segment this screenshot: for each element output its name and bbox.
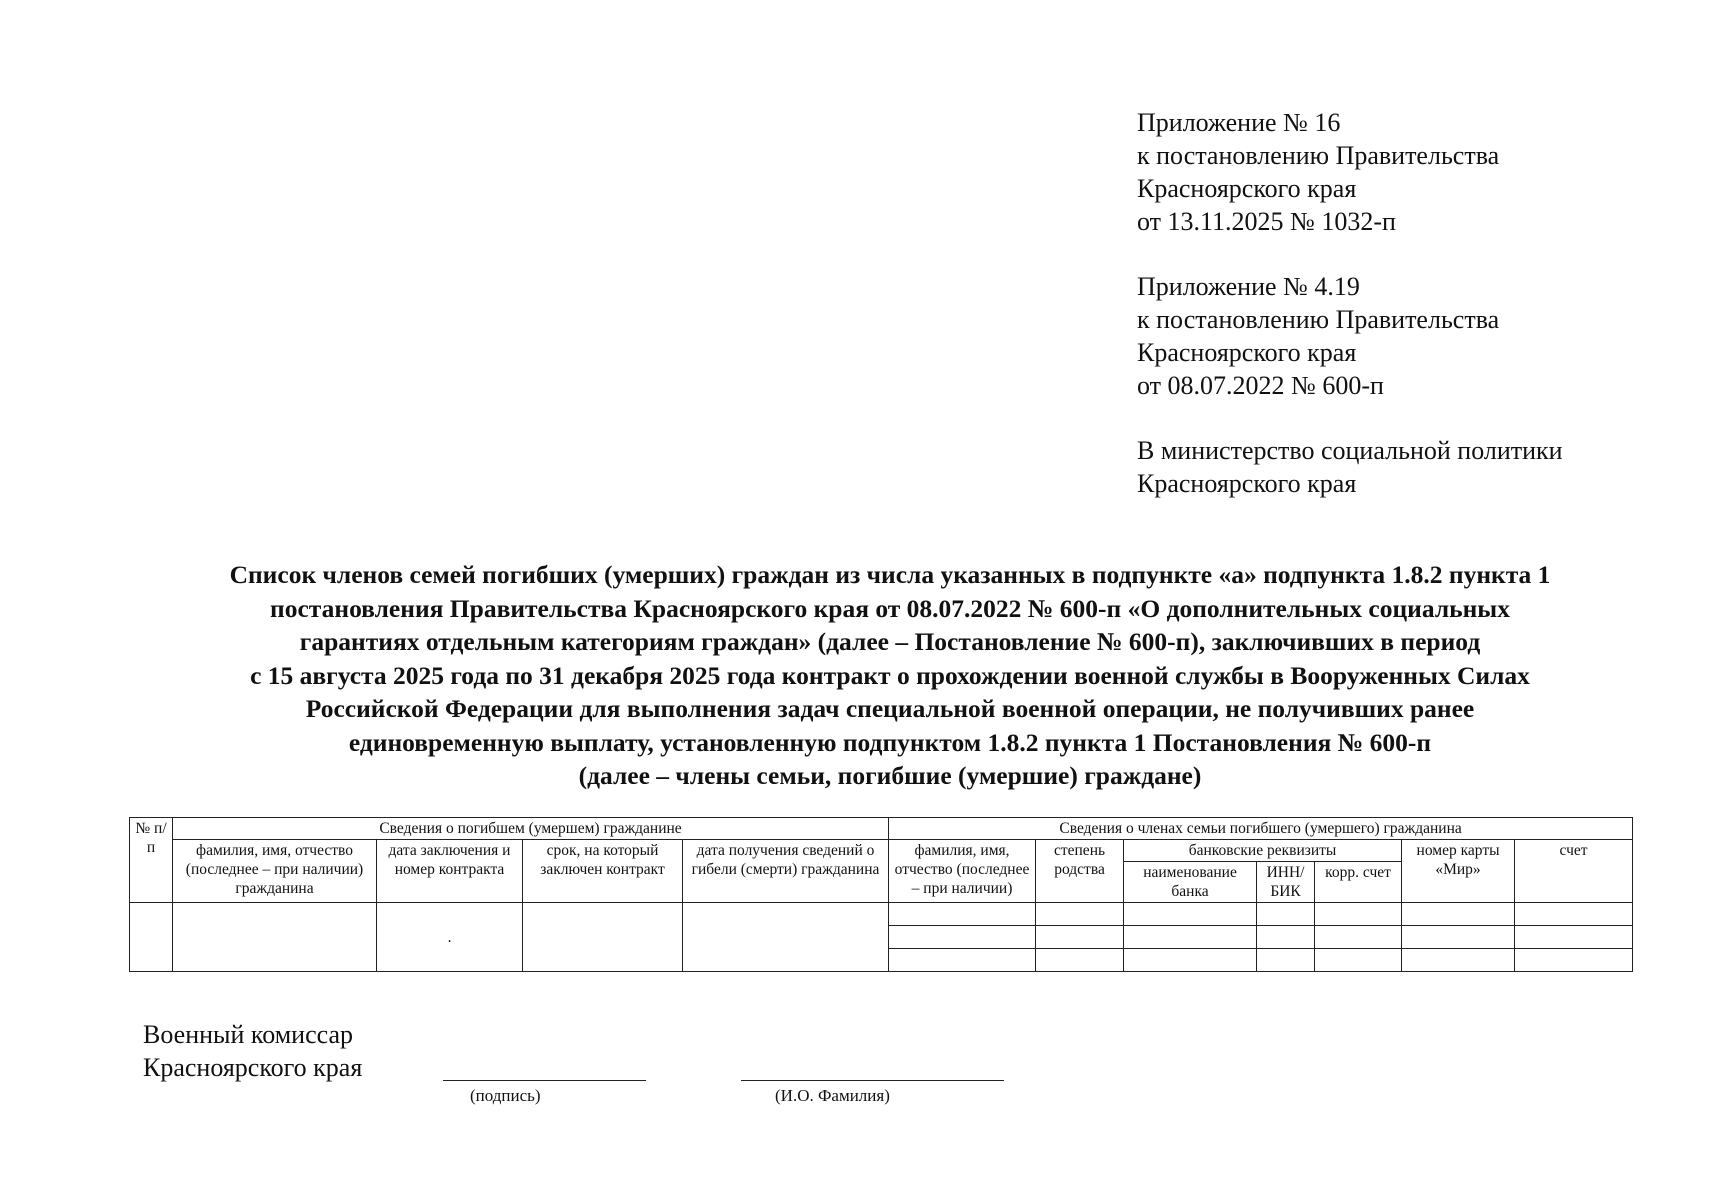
appendix-original — [1137, 270, 1499, 402]
appendix-current-line: Красноярского края — [1137, 174, 1357, 203]
table-cell[interactable] — [1257, 926, 1315, 949]
header-group-deceased: Сведения о погибшем (умершем) гражданине — [173, 818, 889, 840]
table-header-row — [130, 840, 1633, 862]
signature-line[interactable] — [443, 1080, 646, 1081]
title-line: (далее – члены семьи, погибшие (умершие) граждане) — [578, 761, 1202, 790]
signatory-line: Красноярского края — [143, 1053, 363, 1082]
table-row — [130, 903, 1633, 926]
table-cell[interactable] — [1402, 903, 1515, 926]
table-cell[interactable] — [1315, 926, 1402, 949]
name-line[interactable] — [741, 1080, 1004, 1081]
header-bank-name: наименование банка — [1124, 862, 1257, 903]
table-cell[interactable] — [1402, 926, 1515, 949]
title-line: с 15 августа 2025 года по 31 декабря 2025 года контракт о прохождении военной службы в Вооруженных Силах — [250, 660, 1530, 690]
appendix-current-line: Приложение № 16 — [1137, 108, 1341, 137]
table-cell[interactable] — [1124, 926, 1257, 949]
table-cell[interactable] — [1402, 949, 1515, 972]
table-cell[interactable] — [1257, 903, 1315, 926]
appendix-current-line: к постановлению Правительства — [1137, 141, 1500, 170]
header-kinship: степень родства — [1036, 840, 1124, 903]
table-cell[interactable] — [130, 903, 173, 972]
table-cell[interactable] — [889, 949, 1036, 972]
appendix-current — [1137, 106, 1499, 238]
table-cell[interactable] — [1315, 949, 1402, 972]
title-line: Список членов семей погибших (умерших) граждан из числа указанных в подпункте «а» подпункта 1.8.2 пункта 1 — [229, 560, 1551, 589]
signatory-position — [143, 1018, 362, 1084]
table-cell[interactable] — [889, 903, 1036, 926]
table-cell[interactable] — [1515, 926, 1633, 949]
title-line: единовременную выплату, установленную подпунктом 1.8.2 пункта 1 Постановления № 600-п — [348, 727, 1432, 757]
table-cell[interactable] — [889, 926, 1036, 949]
signature-caption: (подпись) — [470, 1086, 541, 1105]
table-cell[interactable] — [1315, 903, 1402, 926]
signatory-line: Военный комиссар — [143, 1020, 354, 1049]
document-title — [100, 558, 1680, 793]
header-corr-account: корр. счет — [1315, 862, 1402, 903]
header-account: счет — [1515, 840, 1633, 903]
header-death-info-date: дата получения сведений о гибели (смерти) гражданина — [683, 840, 889, 903]
header-group-family: Сведения о членах семьи погибшего (умершего) гражданина — [889, 818, 1633, 840]
table-cell[interactable] — [1124, 903, 1257, 926]
title-line: постановления Правительства Красноярского края от 08.07.2022 № 600-п «О дополнительных социальных — [270, 593, 1510, 623]
table-cell[interactable] — [683, 903, 889, 972]
header-inn-bik: ИНН/ БИК — [1257, 862, 1315, 903]
table-cell[interactable] — [1036, 949, 1124, 972]
header-bank-group: банковские реквизиты — [1124, 840, 1402, 862]
family-members-table — [129, 817, 1633, 972]
table-cell[interactable] — [1515, 949, 1633, 972]
title-line: Российской Федерации для выполнения задач специальной военной операции, не получивших ранее — [305, 694, 1475, 723]
table-header-row — [130, 818, 1633, 840]
table-cell[interactable] — [1124, 949, 1257, 972]
table-cell[interactable] — [523, 903, 683, 972]
recipient-block — [1137, 434, 1563, 500]
header-mir-card: номер карты «Мир» — [1402, 840, 1515, 903]
appendix-original-line: от 08.07.2022 № 600-п — [1137, 371, 1384, 400]
table-cell[interactable] — [1036, 926, 1124, 949]
title-line: гарантиях отдельным категориям граждан» (далее – Постановление № 600-п), заключивших в период — [299, 627, 1481, 656]
recipient-line: Красноярского края — [1137, 469, 1357, 498]
header-family-fio: фамилия, имя, отчество (последнее – при наличии) — [889, 840, 1036, 903]
header-contract-term: срок, на который заключен контракт — [523, 840, 683, 903]
header-contract-date: дата заключения и номер контракта — [377, 840, 523, 903]
header-deceased-fio: фамилия, имя, отчество (последнее – при наличии) гражданина — [173, 840, 377, 903]
table-cell[interactable] — [1036, 903, 1124, 926]
appendix-original-line: Красноярского края — [1137, 338, 1357, 367]
appendix-original-line: Приложение № 4.19 — [1137, 272, 1360, 301]
appendix-original-line: к постановлению Правительства — [1137, 305, 1500, 334]
name-caption: (И.О. Фамилия) — [775, 1086, 890, 1105]
table-cell[interactable] — [173, 903, 377, 972]
header-number: № п/п — [130, 818, 173, 903]
table-cell[interactable] — [1257, 949, 1315, 972]
recipient-line: В министерство социальной политики — [1137, 436, 1563, 465]
table-cell[interactable] — [1515, 903, 1633, 926]
appendix-current-line: от 13.11.2025 № 1032-п — [1137, 207, 1396, 236]
stray-mark: . — [447, 928, 452, 946]
table-cell[interactable] — [377, 903, 523, 972]
